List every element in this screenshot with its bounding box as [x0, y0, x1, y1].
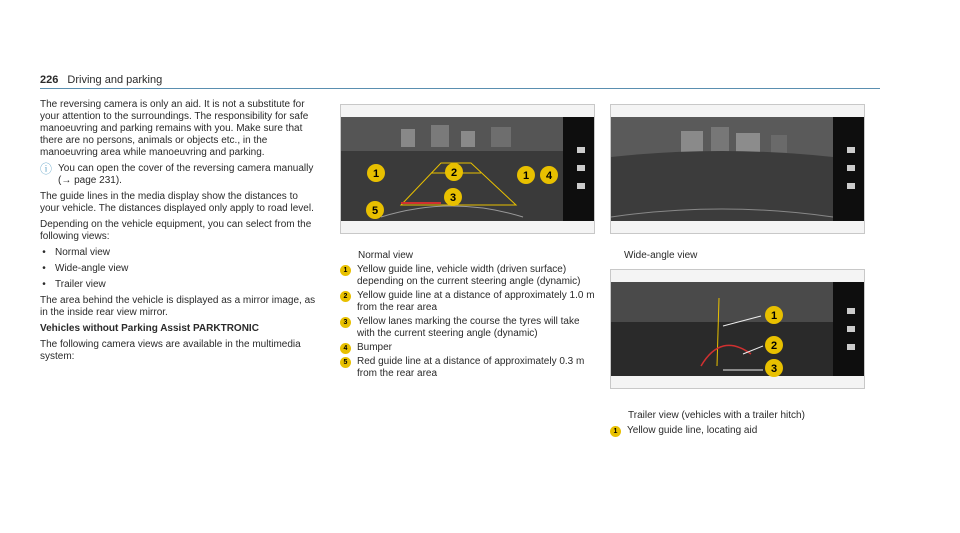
section-title: Driving and parking [67, 74, 163, 86]
list-item: 4 Bumper [340, 342, 595, 354]
callout-marker [765, 336, 783, 354]
callout-marker [444, 188, 462, 206]
list-item: • Trailer view [40, 279, 318, 291]
page-number: 226 [40, 74, 59, 86]
note [40, 163, 318, 187]
list-item: 5 Red guide line at a distance of approximately 0.3 m from the rear area [340, 356, 595, 380]
list-item: 3 Yellow lanes marking the course the tyres will take with the current steering angle (dynamic) [340, 316, 595, 340]
callout-marker [367, 164, 385, 182]
normal-view-image [340, 104, 595, 234]
svg-text:1: 1 [522, 170, 530, 182]
svg-text:2: 2 [450, 167, 458, 179]
svg-text:1: 1 [770, 310, 778, 322]
svg-text:4: 4 [545, 170, 553, 182]
list-item: • Normal view [40, 247, 318, 259]
wide-angle-view-image [610, 104, 865, 234]
page-header [40, 74, 162, 86]
subheading: Vehicles without Parking Assist PARKTRONIC [40, 323, 259, 334]
views-list [40, 247, 318, 291]
bullet-icon: • [42, 263, 46, 274]
mirror-paragraph: The area behind the vehicle is displayed as a mirror image, as in the inside rear view mirror. [40, 295, 316, 318]
info-icon: ⓘ [40, 162, 53, 176]
svg-text:3: 3 [770, 363, 778, 375]
header-divider [40, 88, 880, 89]
callout-marker [517, 166, 535, 184]
svg-text:2: 2 [770, 340, 778, 352]
callout-marker [765, 359, 783, 377]
svg-text:1: 1 [372, 168, 380, 180]
views-available-paragraph: The following camera views are available in the multimedia system: [40, 339, 301, 362]
guide-lines-paragraph: The guide lines in the media display show the distances to your vehicle. The distances displayed only apply to road level. [40, 191, 314, 214]
list-item: 1 Yellow guide line, locating aid [610, 425, 865, 437]
bullet-icon: • [42, 247, 46, 258]
intro-column [40, 99, 318, 367]
normal-view-caption: Normal view [358, 250, 414, 261]
note-text: You can open the cover of the reversing camera manually (→ page 231). [58, 163, 314, 186]
wide-angle-view-caption: Wide-angle view [624, 250, 698, 261]
callout-marker [765, 306, 783, 324]
svg-text:3: 3 [449, 192, 457, 204]
callout-marker [366, 201, 384, 219]
callout-marker [445, 163, 463, 181]
trailer-view-legend [610, 425, 865, 439]
normal-view-legend [340, 264, 595, 382]
list-item: 2 Yellow guide line at a distance of approximately 1.0 m from the rear area [340, 290, 595, 314]
list-item: 1 Yellow guide line, vehicle width (driven surface) depending on the current steering angle (dynamic) [340, 264, 595, 288]
trailer-view-image [610, 269, 865, 389]
intro-paragraph: The reversing camera is only an aid. It is not a substitute for your attention to the surroundings. The responsibility for safe manoeuvring and parking remains with you. Make sure that there are no persons, animals or objects etc., in the manoeuvring area while manoeuvring and parking. [40, 99, 309, 158]
views-intro-paragraph: Depending on the vehicle equipment, you can select from the following views: [40, 219, 312, 242]
trailer-view-caption: Trailer view (vehicles with a trailer hitch) [628, 410, 805, 421]
callout-marker [540, 166, 558, 184]
svg-text:5: 5 [371, 205, 379, 217]
list-item: • Wide-angle view [40, 263, 318, 275]
bullet-icon: • [42, 279, 46, 290]
